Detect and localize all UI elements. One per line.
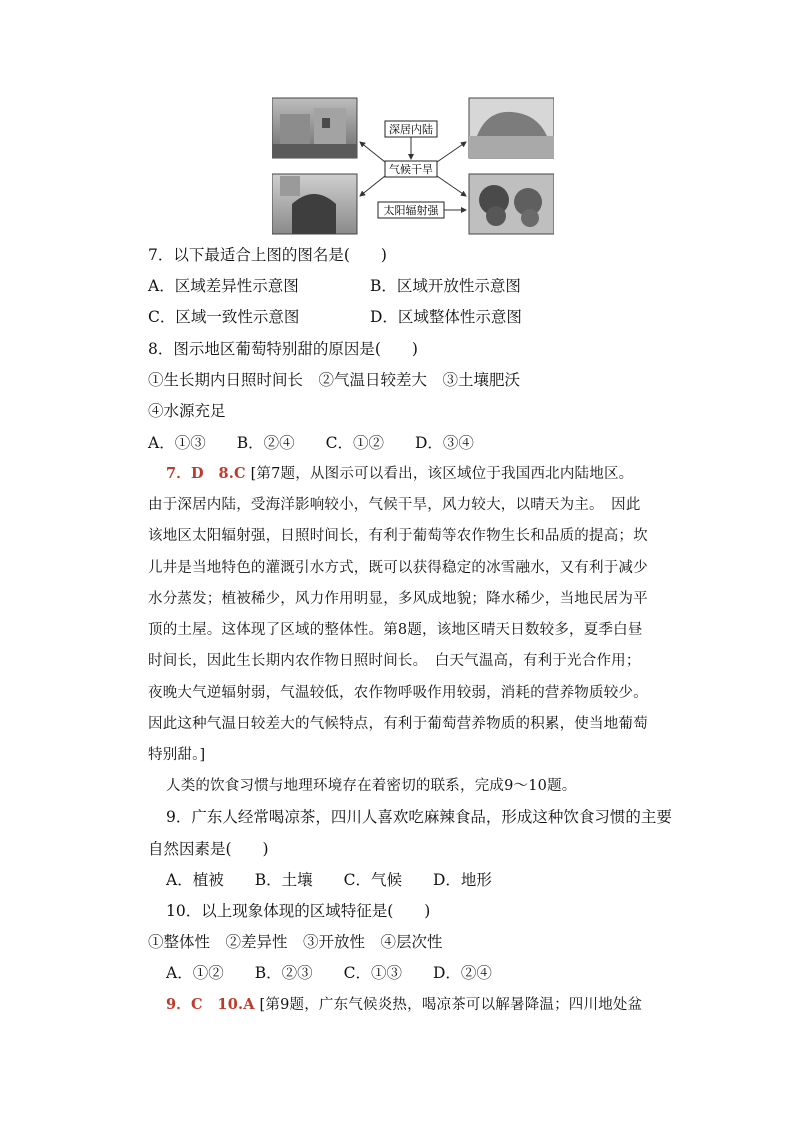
label-inland: 深居内陆 <box>389 123 433 136</box>
q10-stem: 10．以上现象体现的区域特征是( ) <box>166 902 431 920</box>
region-diagram-svg <box>272 96 554 236</box>
answer-7-8-line-9: 因此这种气温日较差大的气候特点，有利于葡萄营养物质的积累，使当地葡萄 <box>148 716 648 732</box>
desert-landform-photo <box>469 98 554 158</box>
answer-7-8-key: 7．D 8.C <box>166 465 246 482</box>
answer-9-10-line-1: [第9题，广东气候炎热，喝凉茶可以解暑降温；四川地处盆 <box>259 997 643 1013</box>
answer-9-10-key: 9．C 10.A <box>166 996 255 1013</box>
answer-7-8-line-10: 特别甜。] <box>148 747 206 763</box>
q9-stem-1: 9．广东人经常喝凉茶，四川人喜欢吃麻辣食品，形成这种饮食习惯的主要 <box>166 808 672 826</box>
answer-7-8-line-5: 水分蒸发；植被稀少，风力作用明显，多风成地貌；降水稀少，当地民居为平 <box>148 591 648 607</box>
answer-7-8-line-3: 该地区太阳辐射强，日照时间长，有利于葡萄等农作物生长和品质的提高；坎 <box>148 528 648 544</box>
answer-9-10-first-line <box>166 994 642 1016</box>
q9-stem-2: 自然因素是( ) <box>148 840 269 858</box>
answer-7-8-line-7: 时间长，因此生长期内农作物日照时间长。 白天气温高，有利于光合作用； <box>148 653 641 669</box>
q7-option-d: D．区域整体性示意图 <box>370 308 522 326</box>
q7-option-b: B．区域开放性示意图 <box>370 277 521 295</box>
answer-7-8-line-4: 儿井是当地特色的灌溉引水方式，既可以获得稳定的冰雪融水，又有利于减少 <box>148 560 648 576</box>
q7-option-c: C．区域一致性示意图 <box>148 308 300 326</box>
answer-7-8-line-6: 顶的土屋。这体现了区域的整体性。第8题，该地区晴天日数较多，夏季白昼 <box>148 622 643 638</box>
label-arid: 气候干旱 <box>389 163 433 176</box>
grapes-photo <box>469 174 554 234</box>
answer-7-8-first-line <box>166 463 633 485</box>
q8-statements-2: ④水源充足 <box>148 402 226 420</box>
q8-choices: A．①③ B．②④ C．①② D．③④ <box>148 434 474 452</box>
q9-choices: A．植被 B．土壤 C．气候 D．地形 <box>166 871 492 889</box>
label-radiation: 太阳辐射强 <box>383 204 439 217</box>
karez-well-photo <box>272 174 357 234</box>
q8-statements-1: ①生长期内日照时间长 ②气温日较差大 ③土壤肥沃 <box>148 371 521 389</box>
q10-choices: A．①② B．②③ C．①③ D．②④ <box>166 964 492 982</box>
answer-7-8-line-8: 夜晚大气逆辐射弱，气温较低，农作物呼吸作用较弱，消耗的营养物质较少。 <box>148 685 648 701</box>
answer-7-8-line-1: [第7题，从图示可以看出，该区域位于我国西北内陆地区。 <box>250 466 634 482</box>
region-diagram <box>272 96 554 236</box>
q7-option-a: A．区域差异性示意图 <box>148 277 299 295</box>
q7-stem: 7．以下最适合上图的图名是( ) <box>148 246 387 264</box>
intro-9-10: 人类的饮食习惯与地理环境存在着密切的联系，完成9～10题。 <box>166 778 577 794</box>
q8-stem: 8．图示地区葡萄特别甜的原因是( ) <box>148 340 418 358</box>
q10-statements: ①整体性 ②差异性 ③开放性 ④层次性 <box>148 933 443 951</box>
answer-7-8-line-2: 由于深居内陆，受海洋影响较小，气候干旱，风力较大，以晴天为主。 因此 <box>148 497 641 513</box>
village-photo <box>272 98 357 158</box>
